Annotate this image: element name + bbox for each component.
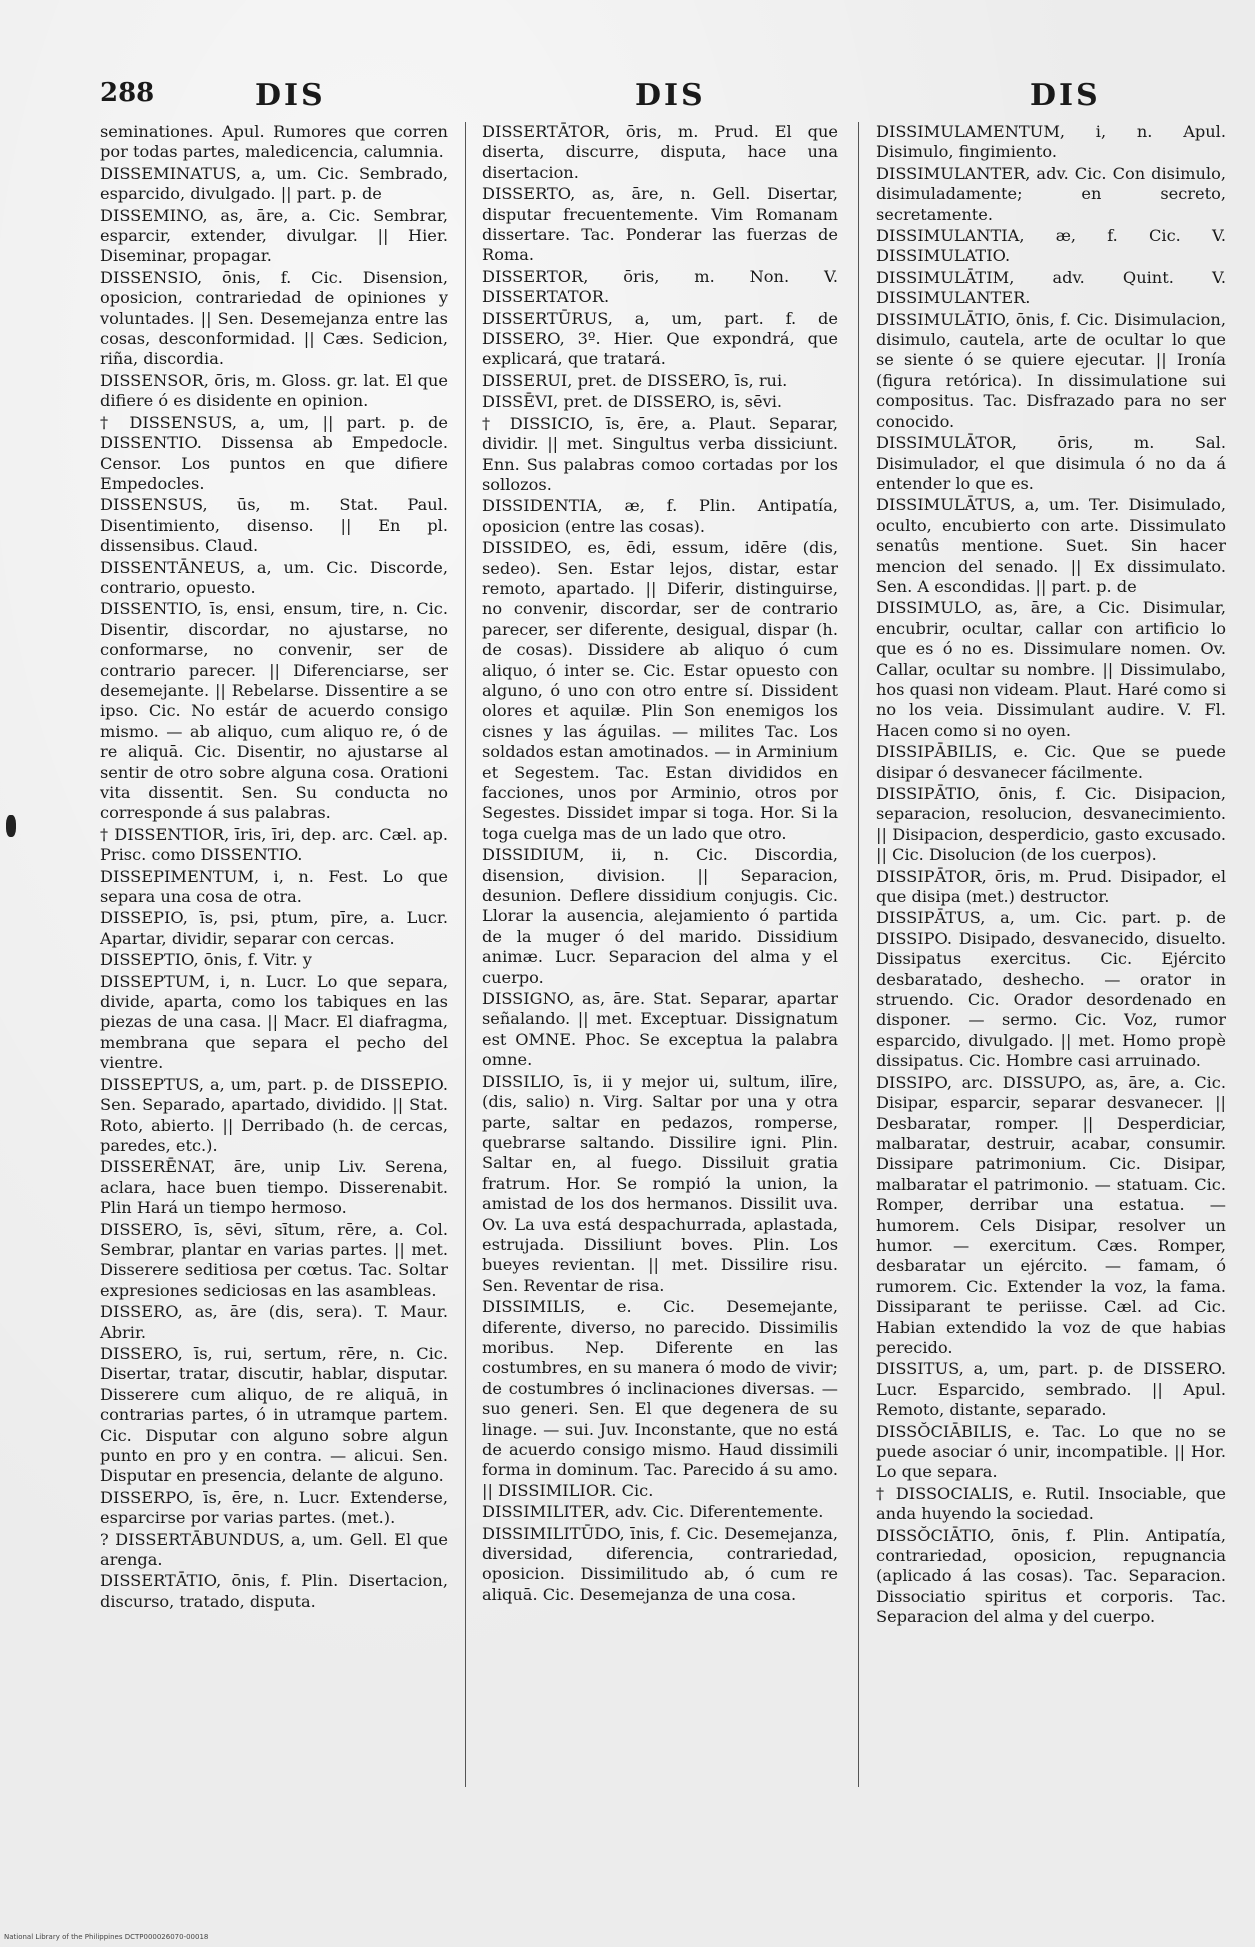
- dictionary-entry: DISSIMULAMENTUM, i, n. Apul. Disimulo, fingimiento.: [876, 122, 1226, 162]
- page-header: [0, 78, 1255, 118]
- dictionary-entry: † DISSOCIALIS, e. Rutil. Insociable, que anda huyendo la sociedad.: [876, 1483, 1226, 1524]
- dictionary-entry: DISSIMULĀTUS, a, um. Ter. Disimulado, oculto, encubierto con arte. Dissimulato senatûs mentione. Suet. Sin hacer mencion del senado. || Ex dissimulato. Sen. A escondidas. || part. p. de: [876, 495, 1226, 596]
- dictionary-entry: DISSENTIO, īs, ensi, ensum, tire, n. Cic. Disentir, discordar, no ajustarse, no conformarse, no convenir, ser de contrario parecer. || Diferenciarse, ser desemejante. || Rebelarse. Dissentire a se ipso. Cic. No estár de acuerdo consigo mismo. — ab aliquo, cum aliquo re, ó de re aliquā. Cic. Disentir, no ajustarse al sentir de otro sobre alguna cosa. Orationi vita dissentit. Sen. Su conducta no corresponde á sus palabras.: [100, 599, 448, 823]
- dictionary-entry: DISSERPO, īs, ēre, n. Lucr. Extenderse, esparcirse por varias partes. (met.).: [100, 1487, 448, 1528]
- dictionary-entry: DISSŎCIĀBILIS, e. Tac. Lo que no se puede asociar ó unir, incompatible. || Hor. Lo que separa.: [876, 1421, 1226, 1482]
- dictionary-entry: seminationes. Apul. Rumores que corren por todas partes, maledicencia, calumnia.: [100, 122, 448, 162]
- dictionary-entry: DISSERUI, pret. de DISSERO, īs, rui.: [482, 370, 788, 390]
- dictionary-entry: DISSERTO, as, āre, n. Gell. Disertar, disputar frecuentemente. Vim Romanam dissertare. Tac. Ponderar las fuerzas de Roma.: [482, 184, 838, 265]
- dictionary-entry: DISSERTĀTIO, ōnis, f. Plin. Disertacion, discurso, tratado, disputa.: [100, 1571, 448, 1611]
- dictionary-entry: † DISSENTIOR, īris, īri, dep. arc. Cæl. ap. Prisc. como DISSENTIO.: [100, 824, 448, 865]
- dictionary-entry: ? DISSERTĀBUNDUS, a, um. Gell. El que arenga.: [100, 1529, 448, 1570]
- dictionary-entry: DISSENSIO, ōnis, f. Cic. Disension, oposicion, contrariedad de opiniones y voluntades. || Sen. Desemejanza entre las cosas, desconformidad. || Cæs. Sedicion, riña, discordia.: [100, 267, 448, 369]
- dictionary-entry: DISSIDENTIA, æ, f. Plin. Antipatía, oposicion (entre las cosas).: [482, 496, 838, 536]
- dictionary-entry: † DISSENSUS, a, um, || part. p. de DISSENTIO. Dissensa ab Empedocle. Censor. Los puntos en que difiere Empedocles.: [100, 412, 448, 493]
- column-center: [482, 122, 838, 1606]
- dictionary-entry: DISSERO, īs, rui, sertum, rēre, n. Cic. Disertar, tratar, discutir, hablar, disputar. Disserere cum aliquo, de re aliquā, in contrarias partes, ó in utramque partem. Cic. Disputar con alguno sobre algun punto en pro y en contra. — alicui. Sen. Disputar en presencia, delante de alguno.: [100, 1343, 448, 1486]
- dictionary-entry: † DISSICIO, īs, ēre, a. Plaut. Separar, dividir. || met. Singultus verba dissiciunt. Enn. Sus palabras comoo cortadas por los sollozos.: [482, 413, 838, 494]
- left-headword: DIS: [255, 78, 326, 113]
- dictionary-entry: DISSEMINATUS, a, um. Cic. Sembrado, esparcido, divulgado. || part. p. de: [100, 163, 448, 204]
- column-left: [100, 122, 448, 1613]
- dictionary-entry: DISSIPĀTIO, ōnis, f. Cic. Disipacion, separacion, resolucion, desvanecimiento. || Disipacion, desperdicio, gasto excusado. || Cic. Disolucion (de los cuerpos).: [876, 784, 1226, 865]
- scan-blemish: [6, 815, 16, 837]
- dictionary-entry: DISSIPĀTUS, a, um. Cic. part. p. de DISSIPO. Disipado, desvanecido, disuelto. Dissipatus exercitus. Cic. Ejército desbaratado, deshecho. — orator in struendo. Cic. Orador desordenado en disponer. — sermo. Cic. Voz, rumor esparcido, divulgado. || met. Homo propè dissipatus. Cic. Hombre casi arruinado.: [876, 908, 1226, 1071]
- dictionary-entry: DISSENSOR, ōris, m. Gloss. gr. lat. El que difiere ó es disidente en opinion.: [100, 370, 448, 411]
- dictionary-entry: DISSEPTIO, ōnis, f. Vitr. y: [100, 950, 312, 970]
- dictionary-entry: DISSERTŪRUS, a, um, part. f. de DISSERO, 3º. Hier. Que expondrá, que explicará, que tratará.: [482, 308, 838, 369]
- dictionary-entry: DISSĒVI, pret. de DISSERO, is, sēvi.: [482, 392, 783, 412]
- dictionary-entry: DISSENSUS, ūs, m. Stat. Paul. Disentimiento, disenso. || En pl. dissensibus. Claud.: [100, 495, 448, 556]
- dictionary-entry: DISSIGNO, as, āre. Stat. Separar, apartar señalando. || met. Exceptuar. Dissignatum est OMNE. Phoc. Se exceptua la palabra omne.: [482, 989, 838, 1070]
- dictionary-entry: DISSIMULĀTIO, ōnis, f. Cic. Disimulacion, disimulo, cautela, arte de ocultar lo que se siente ó se quiere ejecutar. || Ironía (figura retórica). In dissimulatione sui compositus. Tac. Disfrazado para no ser conocido.: [876, 309, 1226, 431]
- dictionary-entry: DISSERĒNAT, āre, unip Liv. Serena, aclara, hace buen tiempo. Disserenabit. Plin Hará un tiempo hermoso.: [100, 1157, 448, 1218]
- scan-footer: National Library of the Philippines DCTP000026070-00018: [4, 1933, 209, 1941]
- dictionary-entry: DISSIMILIS, e. Cic. Desemejante, diferente, diverso, no parecido. Dissimilis moribus. Nep. Diferente en las costumbres, en su manera ó modo de vivir; de costumbres ó inclinaciones diversas. — suo generi. Sen. El que degenera de su linage. — sui. Juv. Inconstante, que no está de acuerdo consigo mismo. Haud dissimili forma in dominum. Tac. Parecido á su amo. || DISSIMILIOR. Cic.: [482, 1297, 838, 1500]
- dictionary-entry: DISSIMULO, as, āre, a Cic. Disimular, encubrir, ocultar, callar con artificio lo que es ó no es. Dissimulare nomen. Ov. Callar, ocultar su nombre. || Dissimulabo, hos quasi non videam. Plaut. Haré como si no los veia. Dissimulant audire. V. Fl. Hacen como si no oyen.: [876, 598, 1226, 740]
- dictionary-entry: DISSITUS, a, um, part. p. de DISSERO. Lucr. Esparcido, sembrado. || Apul. Remoto, distante, separado.: [876, 1359, 1226, 1420]
- dictionary-entry: DISSIPO, arc. DISSUPO, as, āre, a. Cic. Disipar, esparcir, separar desvanecer. || Desbaratar, romper. || Desperdiciar, malbaratar, destruir, acabar, consumir. Dissipare patrimonium. Cic. Disipar, malbaratar el patrimonio. — statuam. Cic. Romper, derribar una estatua. — humorem. Cels Disipar, resolver un humor. — exercitum. Cæs. Romper, desbaratar un ejército. — famam, ó rumorem. Cic. Extender la voz, la fama. Dissiparant te periisse. Cæl. ad Cic. Habian extendido la voz de que habias perecido.: [876, 1072, 1226, 1357]
- dictionary-entry: DISSIDIUM, ii, n. Cic. Discordia, disension, division. || Separacion, desunion. Deflere dissidium conjugis. Cic. Llorar la ausencia, alejamiento ó partida de la muger ó del marido. Dissidium animæ. Lucr. Separacion del alma y el cuerpo.: [482, 845, 838, 987]
- dictionary-entry: DISSIMILITER, adv. Cic. Diferentemente.: [482, 1502, 824, 1522]
- dictionary-entry: DISSEPTUS, a, um, part. p. de DISSEPIO. Sen. Separado, apartado, dividido. || Stat. Roto, abierto. || Derribado (h. de cercas, paredes, etc.).: [100, 1074, 448, 1155]
- dictionary-entry: DISSIPĀTOR, ōris, m. Prud. Disipador, el que disipa (met.) destructor.: [876, 866, 1226, 907]
- dictionary-entry: DISSEPIMENTUM, i, n. Fest. Lo que separa una cosa de otra.: [100, 866, 448, 907]
- dictionary-entry: DISSŎCIĀTIO, ōnis, f. Plin. Antipatía, contrariedad, oposicion, repugnancia (aplicado á las cosas). Tac. Separacion. Dissociatio spiritus et corporis. Tac. Separacion del alma y del cuerpo.: [876, 1525, 1226, 1627]
- dictionary-entry: DISSERTĀTOR, ōris, m. Prud. El que diserta, discurre, disputa, hace una disertacion.: [482, 122, 838, 182]
- dictionary-entry: DISSIDEO, es, ēdi, essum, idēre (dis, sedeo). Sen. Estar lejos, distar, estar remoto, apartado. || Diferir, distinguirse, no convenir, discordar, ser de contrario parecer, ser diferente, desigual, dispar (h. de cosas). Dissidere ab aliquo ó cum aliquo, ó inter se. Cic. Estar opuesto con alguno, ó uno con otro entre sí. Dissident olores et aquilæ. Plin Son enemigos los cisnes y las águilas. — milites Tac. Los soldados estan amotinados. — in Arminium et Segestem. Tac. Estan divididos en facciones, unos por Arminio, otros por Segestes. Dissidet impar si toga. Hor. Si la toga cuelga mas de un lado que otro.: [482, 538, 838, 843]
- dictionary-entry: DISSERO, īs, sēvi, sītum, rēre, a. Col. Sembrar, plantar en varias partes. || met. Disserere seditiosa per cœtus. Tac. Soltar expresiones sediciosas en las asambleas.: [100, 1219, 448, 1300]
- dictionary-entry: DISSIMULĀTOR, ōris, m. Sal. Disimulador, el que disimula ó no da á entender lo que es.: [876, 433, 1226, 493]
- column-right: [876, 122, 1226, 1629]
- dictionary-entry: DISSIMILITŪDO, īnis, f. Cic. Desemejanza, diversidad, diferencia, contrariedad, oposicion. Dissimilitudo ab, ó cum re aliquā. Cic. Desemejanza de una cosa.: [482, 1523, 838, 1604]
- dictionary-entry: DISSIPĀBILIS, e. Cic. Que se puede disipar ó desvanecer fácilmente.: [876, 742, 1226, 782]
- page-number: 288: [100, 78, 155, 108]
- center-headword: DIS: [635, 78, 706, 113]
- dictionary-entry: DISSENTĀNEUS, a, um. Cic. Discorde, contrario, opuesto.: [100, 557, 448, 597]
- dictionary-entry: DISSEPIO, īs, psi, ptum, pīre, a. Lucr. Apartar, dividir, separar con cercas.: [100, 908, 448, 948]
- column-divider-left: [465, 122, 466, 1787]
- dictionary-entry: DISSIMULANTER, adv. Cic. Con disimulo, disimuladamente; en secreto, secretamente.: [876, 163, 1226, 224]
- dictionary-entry: DISSIMULĀTIM, adv. Quint. V. DISSIMULANTER.: [876, 267, 1226, 308]
- dictionary-entry: DISSERO, as, āre (dis, sera). T. Maur. Abrir.: [100, 1302, 448, 1342]
- dictionary-entry: DISSILIO, īs, ii y mejor ui, sultum, ilīre, (dis, salio) n. Virg. Saltar por una y otra parte, saltar en pedazos, romperse, quebrarse saltando. Dissilire igni. Plin. Saltar en, al fuego. Dissiluit gratia fratrum. Hor. Se rompió la union, la amistad de los dos hermanos. Dissilit uva. Ov. La uva está despachurrada, aplastada, estrujada. Dissiliunt boves. Plin. Los bueyes revientan. || met. Dissilire risu. Sen. Reventar de risa.: [482, 1071, 838, 1295]
- dictionary-entry: DISSEPTUM, i, n. Lucr. Lo que separa, divide, aparta, como los tabiques en las piezas de una casa. || Macr. El diafragma, membrana que separa el pecho del vientre.: [100, 971, 448, 1073]
- column-divider-right: [858, 122, 859, 1787]
- dictionary-entry: DISSIMULANTIA, æ, f. Cic. V. DISSIMULATIO.: [876, 226, 1226, 266]
- dictionary-entry: DISSEMINO, as, āre, a. Cic. Sembrar, esparcir, extender, divulgar. || Hier. Diseminar, propagar.: [100, 205, 448, 266]
- right-headword: DIS: [1030, 78, 1101, 113]
- dictionary-entry: DISSERTOR, ōris, m. Non. V. DISSERTATOR.: [482, 266, 838, 307]
